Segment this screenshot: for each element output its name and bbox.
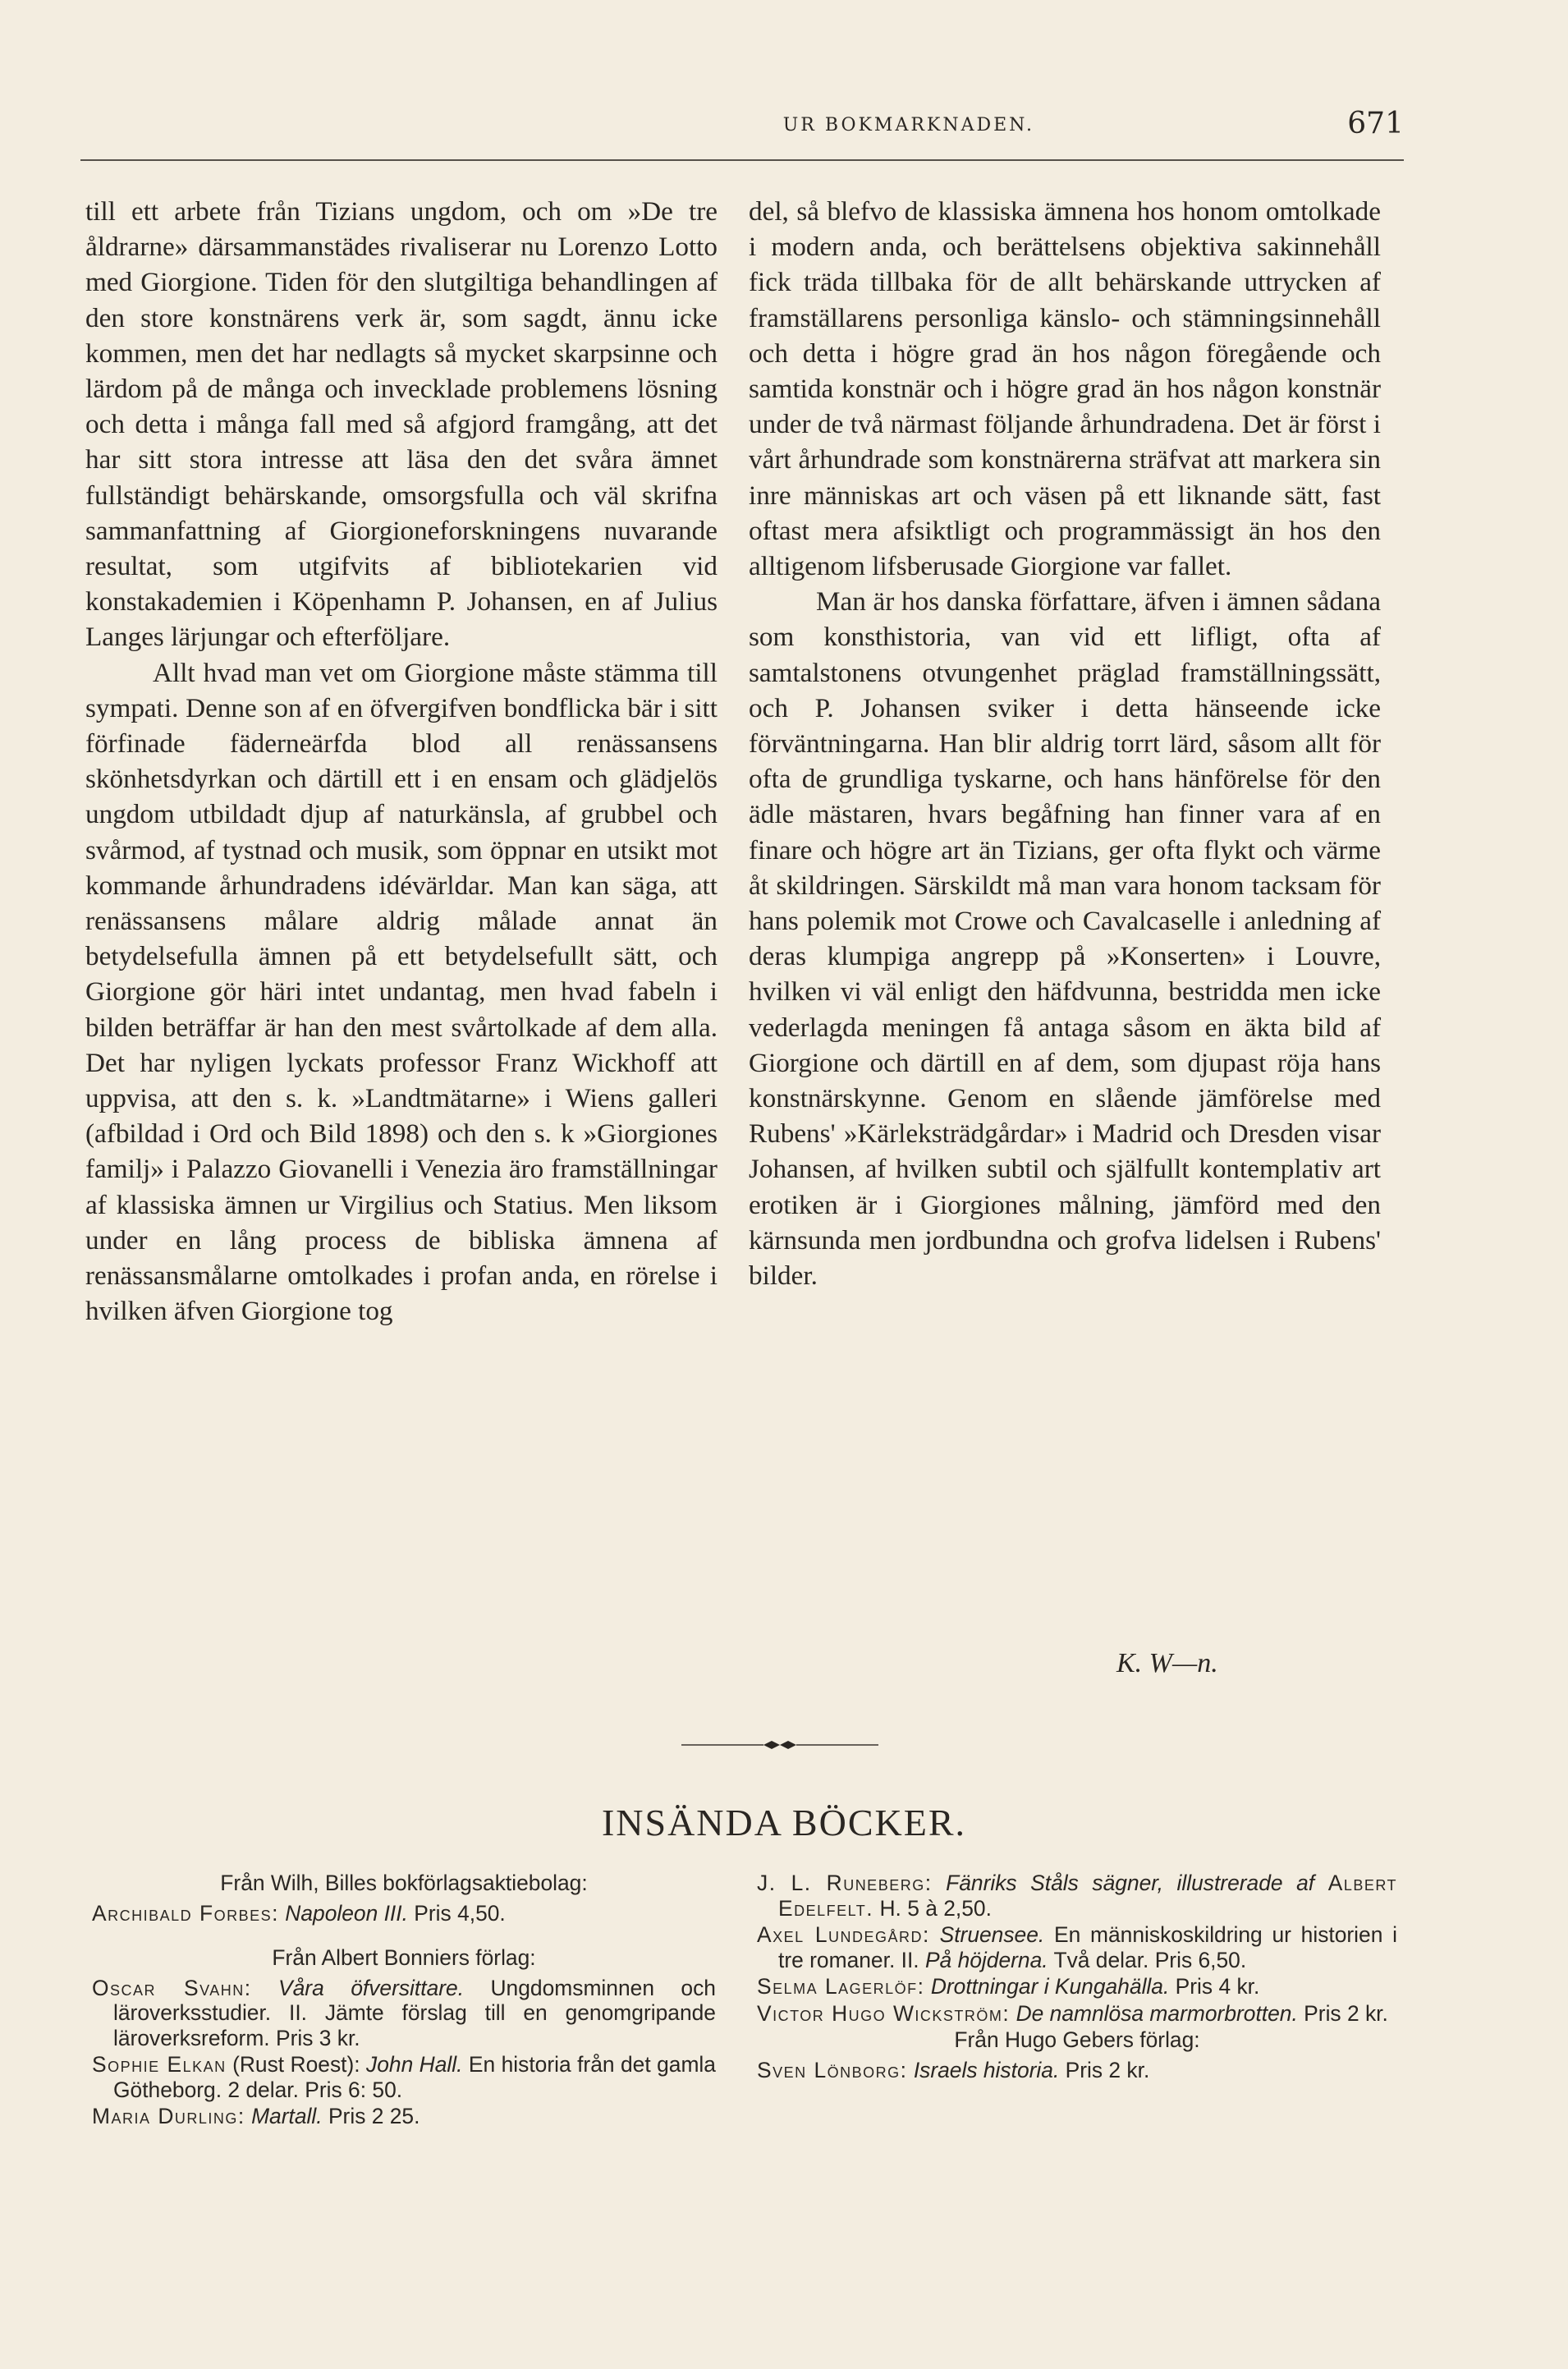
book-entry — [757, 1922, 1397, 1972]
article-paragraph: del, så blefvo de klassiska ämnena hos honom omtolkade i modern anda, och berättelsens objektiva sakinnehåll fick träda tillbaka för de allt behärskande uttrycken af framställarens personliga känslo- och stämningsinnehåll och detta i högre grad än hos någon föregående och samtida konstnär och i högre grad än hos någon konstnär under de två närmast följande århundradena. Det är först i vårt århundrade som konstnärerna sträfvat att markera sin inre människas art och väsen på ett liknande sätt, fast oftast mera afsiktligt och programmässigt än hos den alltigenom lifsberusade Giorgione var fallet. — [749, 196, 1381, 582]
book-title: Napoleon III. — [285, 1900, 408, 1926]
book-author: Archibald Forbes: — [92, 1900, 279, 1926]
running-head: UR BOKMARKNADEN. — [782, 115, 1034, 135]
section-title: INSÄNDA BÖCKER. — [601, 1802, 967, 1843]
publisher-heading: Från Hugo Gebers förlag: — [954, 2027, 1200, 2052]
book-entry — [92, 2104, 716, 2129]
book-entry — [757, 2001, 1397, 2027]
book-title: De namnlösa marmorbrotten. — [1016, 2000, 1298, 2026]
book-entry — [92, 1901, 716, 1926]
book-entry — [757, 1974, 1397, 1999]
book-details: Pris 2 kr. — [1304, 2000, 1388, 2026]
page-number: 671 — [1347, 107, 1404, 140]
book-author: J. L. Runeberg: — [757, 1871, 933, 1895]
book-details: Två delar. Pris 6,50. — [1053, 1947, 1247, 1972]
article-paragraph: till ett arbete från Tizians ungdom, och om »De tre åldrarne» därsammanstädes rivaliserar nu Lorenzo Lotto med Giorgione. Tiden för den slutgiltiga behandlingen af den store konstnärens verk är, som sagdt, ännu icke kommen, men det har nedlagts så mycket skarpsinne och lärdom på de många och invecklade problemens lösning och detta i många fall med så afgjord framgång, att det har sitt stora intresse att läsa den det svåra ämnet fullständigt behärskande, omsorgsfulla och väl skrifna sammanfattning af Giorgioneforskningens nuvarande resultat, som utgifvits af bibliotekarien vid konstakademien i Köpenhamn P. Johansen, en af Julius Langes lärjungar och efterföljare. — [85, 196, 718, 653]
article-column-right — [749, 194, 1381, 1293]
book-author: Selma Lagerlöf: — [757, 1974, 925, 1999]
book-subtitle: På höjderna. — [924, 1947, 1048, 1972]
book-title: Israels historia. — [913, 2057, 1060, 2082]
book-details: H. 5 à 2,50. — [879, 1895, 992, 1921]
book-author: Victor Hugo Wickström: — [757, 2000, 1011, 2026]
book-entry — [92, 2052, 716, 2102]
book-illustrator: Albert Edelfelt. — [778, 1871, 1398, 1921]
book-title: Martall. — [251, 2104, 323, 2128]
book-details: En historia från det gamla Götheborg. 2 delar. Pris 6: 50. — [113, 2052, 716, 2102]
book-author-pseudonym: (Rust Roest): — [232, 2052, 360, 2077]
book-details: Ungdomsminnen och läroverksstudier. II. Jämte förslag till en genomgripande läroverksreform. Pris 3 kr. — [113, 1975, 716, 2050]
article-paragraph: Man är hos danska författare, äfven i ämnen sådana som konsthistoria, van vid ett lifligt, ofta af samtalstonens otvungenhet präglad framställningssätt, och P. Johansen sviker i detta hänseende icke förväntningarna. Han blir aldrig torrt lärd, såsom allt för ofta de grundliga tyskarne, och hans hänförelse för den ädle mästaren, hvars begåfning han finner vara af en finare och högre art än Tizians, ger ofta flykt och värme åt skildringen. Särskildt må man vara honom tacksam för hans polemik mot Crowe och Cavalcaselle i anledning af deras klumpiga angrepp på »Konserten» i Louvre, hvilken vi väl enligt den häfdvunna, bestridda men icke vederlagda meningen få antaga såsom en äkta bild af Giorgione och därtill en af dem, som djupast röja hans konstnärskynne. Genom en slående jämförelse med Rubens' »Kärleksträdgårdar» i Madrid och Dresden visar Johansen, af hvilken subtil och själfullt kontemplativ art erotiken är i Giorgiones målning, jämförd med den kärnsunda men jordbundna och grofva lidelsen i Rubens' bilder. — [749, 586, 1381, 1292]
book-details: En människoskildring ur historien i tre romaner. II. — [778, 1922, 1397, 1972]
book-author: Sven Lönborg: — [757, 2057, 908, 2082]
publisher-heading: Från Wilh, Billes bokförlagsaktiebolag: — [220, 1871, 588, 1895]
book-title: John Hall. — [366, 2052, 463, 2077]
book-entry — [757, 1871, 1397, 1921]
book-details: Pris 2 25. — [328, 2104, 420, 2128]
book-details: Pris 4,50. — [414, 1900, 506, 1926]
book-author: Maria Durling: — [92, 2104, 245, 2128]
publisher-heading: Från Albert Bonniers förlag: — [272, 1945, 536, 1970]
books-list-left — [92, 1871, 716, 2131]
article-paragraph: Allt hvad man vet om Giorgione måste stämma till sympati. Denne son af en öfvergifven bondflicka bär i sitt förfinade fäderneärfda blod all renässansens skönhetsdyrkan och därtill ett i en ensam och glädjelös ungdom utbildadt djup af naturkänsla, af grubbel och svårmod, af tystnad och musik, som öppnar en utsikt mot kommande århundradens idévärldar. Man kan säga, att renässansens målare aldrig målade annat än betydelsefulla ämnen på ett betydelsefullt sätt, och Giorgione gör häri intet undantag, men hvad fabeln i bilden beträffar är han den mest svårtolkade af dem alla. Det har nyligen lyckats professor Franz Wickhoff att uppvisa, att den s. k. »Landtmätarne» i Wiens galleri (afbildad i Ord och Bild 1898) och den s. k »Giorgiones familj» i Palazzo Giovanelli i Venezia äro framställningar af klassiska ämnen ur Virgilius och Statius. Men liksom under en lång process de bibliska ämnena af renässansmålarne omtolkades i profan anda, en rörelse i hvilken äfven Giorgione tog — [85, 657, 718, 1327]
ornament-divider — [681, 1737, 878, 1753]
book-title: Struensee. — [939, 1922, 1045, 1947]
book-author: Axel Lundegård: — [757, 1922, 930, 1947]
book-title: Fänriks Ståls sägner, illustrerade af — [946, 1871, 1315, 1895]
book-details: Pris 4 kr. — [1175, 1974, 1260, 1999]
book-details: Pris 2 kr. — [1065, 2057, 1150, 2082]
header-rule — [80, 159, 1404, 161]
book-author: Sophie Elkan — [92, 2052, 227, 2077]
article-column-left — [85, 194, 718, 1329]
book-entry — [92, 1976, 716, 2051]
book-title: Våra öfversittare. — [278, 1975, 465, 2000]
book-title: Drottningar i Kungahälla. — [930, 1974, 1170, 1999]
author-signature: K. W—n. — [1116, 1648, 1218, 1678]
books-list-right — [757, 1871, 1397, 2084]
book-entry — [757, 2058, 1397, 2083]
book-author: Oscar Svahn: — [92, 1975, 252, 2000]
